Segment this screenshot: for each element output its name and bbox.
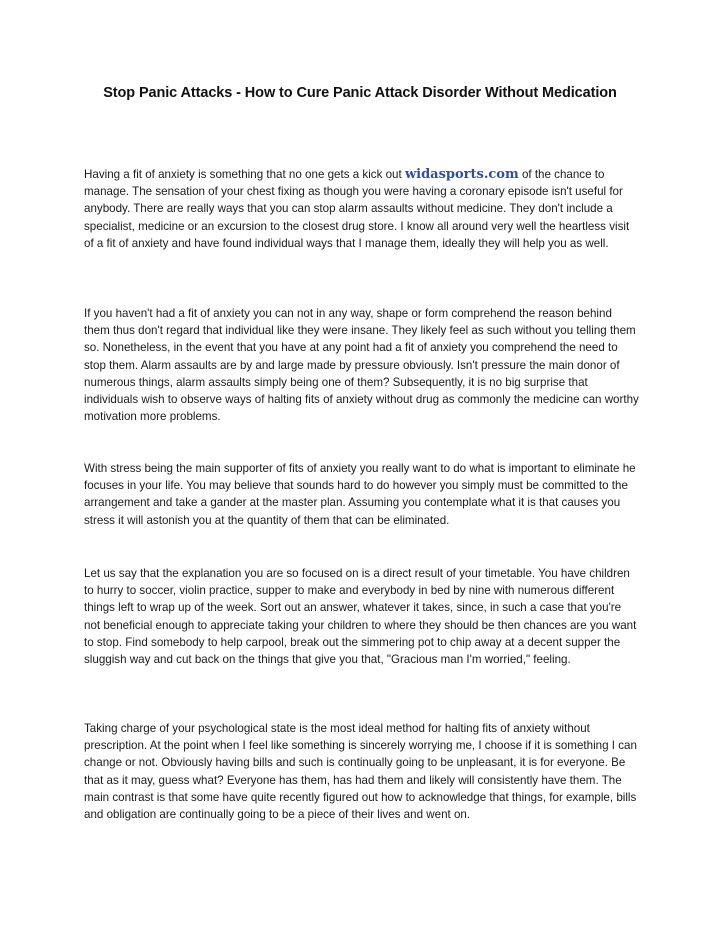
paragraph-1 (84, 166, 640, 252)
paragraph-2: If you haven't had a fit of anxiety you can not in any way, shape or form comprehend the reason behind them thus don't regard that individual like they were insane. They likely feel as such without you telling them so. Nonetheless, in the event that you have at any point had a fit of anxiety you comprehend the need to stop them. Alarm assaults are by and large made by pressure obviously. Isn't pressure the main donor of numerous things, alarm assaults simply being one of them? Subsequently, it is no big surprise that individuals wish to observe ways of halting fits of anxiety without drug as commonly the medicine can worthy motivation more problems. (84, 307, 639, 424)
paragraph-4: Let us say that the explanation you are so focused on is a direct result of your timetable. You have children to hurry to soccer, violin practice, supper to make and everybody in bed by nine with numerous different things left to wrap up of the week. Sort out an answer, whatever it takes, since, in such a case that you're not beneficial enough to appreciate taking your children to where they should be then chances are you want to stop. Find somebody to help carpool, break out the simmering pot to chip away at a decent supper the sluggish way and cut back on the things that give you that, "Gracious man I'm worried," feeling. (84, 567, 637, 667)
widasports-link[interactable]: widasports.com (404, 167, 519, 182)
paragraph-5: Taking charge of your psychological state is the most ideal method for halting fits of anxiety without prescription. At the point when I feel like something is sincerely worrying me, I choose if it is something I can change or not. Obviously having bills and such is continually going to be unpleasant, it is for everyone. Be that as it may, guess what? Everyone has them, has had them and likely will consistently have them. The main contrast is that some have quite recently figured out how to acknowledge that things, for example, bills and obligation are continually going to be a piece of their lives and went on. (84, 722, 637, 822)
paragraph-1-text-after-link: of the chance to manage. The sensation of your chest fixing as though you were having a coronary episode isn't useful for anybody. There are really ways that you can stop alarm assaults without medicine. They don't include a specialist, medicine or an excursion to the closest drug store. I know all around very well the heartless visit of a fit of anxiety and have found individual ways that I manage them, ideally they will help you as well. (84, 168, 630, 250)
page-title: Stop Panic Attacks - How to Cure Panic Attack Disorder Without Medication (103, 85, 617, 101)
paragraph-1-text-before-link: Having a fit of anxiety is something that no one gets a kick out (84, 168, 405, 181)
paragraph-3: With stress being the main supporter of fits of anxiety you really want to do what is important to eliminate he focuses in your life. You may believe that sounds hard to do however you simply must be committed to the arrangement and take a gander at the master plan. Assuming you contemplate what it is that causes you stress it will astonish you at the quantity of them that can be eliminated. (84, 462, 636, 527)
